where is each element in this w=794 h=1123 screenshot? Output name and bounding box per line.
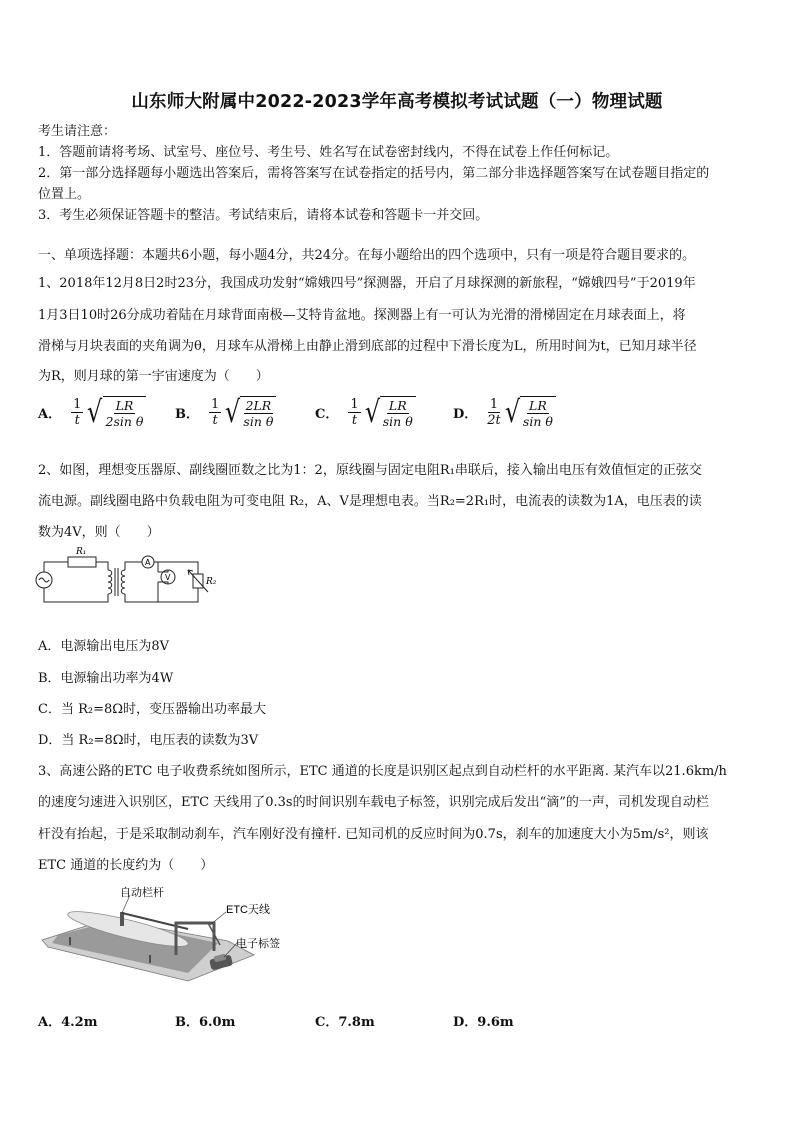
antenna-label: ETC天线 bbox=[226, 904, 270, 916]
q2-option-a[interactable]: A．电源输出电压为8V bbox=[38, 639, 170, 654]
q3-option-d[interactable]: D．9.6m bbox=[453, 1015, 514, 1030]
section-heading: 一、单项选择题：本题共6小题，每小题4分，共24分。在每小题给出的四个选项中，只有一项是符合题目要求的。 bbox=[38, 248, 696, 263]
r1-label: R₁ bbox=[76, 547, 87, 557]
radical: √ $\frac{LR}{\text{sin θ}}$ bbox=[503, 396, 556, 429]
radical: √ $\frac{2LR}{\text{sin θ}}$ bbox=[223, 396, 276, 429]
q1-line: 为R，则月球的第一宇宙速度为（ ） bbox=[38, 369, 269, 384]
resistor-r1 bbox=[68, 557, 96, 567]
transformer-circuit-diagram bbox=[36, 548, 226, 614]
notice-item: 2．第一部分选择题每小题选出答案后，需将答案写在试卷指定的括号内，第二部分非选择题答案写在试卷题目指定的 bbox=[38, 166, 710, 181]
tag-label: 电子标签 bbox=[236, 938, 280, 950]
etc-toll-illustration bbox=[38, 885, 280, 985]
coefficient: $\frac{1}{t}$ bbox=[211, 397, 220, 428]
q1-line: 1、2018年12月8日2时23分，我国成功发射“嫦娥四号”探测器，开启了月球探测的新旅程，“嫦娥四号”于2019年 bbox=[38, 276, 696, 291]
q3-option-a[interactable]: A．4.2m bbox=[38, 1015, 98, 1030]
coefficient: $\frac{1}{t}$ bbox=[73, 397, 82, 428]
option-label: C． bbox=[315, 407, 339, 422]
q2-line: 数为4V，则（ ） bbox=[38, 525, 160, 540]
barrier-label: 自动栏杆 bbox=[120, 887, 164, 899]
coefficient: $\frac{1}{t}$ bbox=[350, 397, 359, 428]
option-label: B． bbox=[175, 407, 199, 422]
q3-line: ETC 通道的长度约为（ ） bbox=[38, 858, 214, 873]
radical: √ $\frac{LR}{\text{sin θ}}$ bbox=[363, 396, 416, 429]
option-label: A． bbox=[38, 407, 62, 422]
q2-option-c[interactable]: C．当 R₂=8Ω时，变压器输出功率最大 bbox=[38, 702, 267, 717]
notice-heading: 考生请注意： bbox=[38, 124, 117, 139]
radical: √ $\frac{LR}{\text{2sin θ}}$ bbox=[85, 396, 146, 429]
primary-coil bbox=[108, 570, 112, 594]
q3-option-b[interactable]: B．6.0m bbox=[175, 1015, 236, 1030]
q1-option-a[interactable] bbox=[38, 396, 146, 429]
coefficient: $\frac{1}{2t}$ bbox=[487, 397, 501, 428]
voltmeter-label: V bbox=[165, 573, 171, 582]
q1-option-b[interactable] bbox=[175, 396, 276, 429]
q2-line: 流电源。副线圈电路中负载电阻为可变电阻 R₂，A、V是理想电表。当R₂=2R₁时，电流表的读数为1A，电压表的读 bbox=[38, 494, 702, 509]
q2-option-b[interactable]: B．电源输出功率为4W bbox=[38, 671, 174, 686]
q1-option-d[interactable] bbox=[453, 396, 556, 429]
q3-line: 3、高速公路的ETC 电子收费系统如图所示，ETC 通道的长度是识别区起点到自动栏杆的水平距离. 某汽车以21.6km/h bbox=[38, 764, 727, 779]
ammeter-label: A bbox=[145, 558, 151, 567]
secondary-coil bbox=[121, 570, 125, 594]
q2-option-d[interactable]: D．当 R₂=8Ω时，电压表的读数为3V bbox=[38, 733, 259, 748]
notice-item: 3．考生必须保证答题卡的整洁。考试结束后，请将本试卷和答题卡一并交回。 bbox=[38, 208, 489, 223]
notice-item: 1．答题前请将考场、试室号、座位号、考生号、姓名写在试卷密封线内，不得在试卷上作任何标记。 bbox=[38, 145, 619, 160]
r2-label: R₂ bbox=[206, 577, 217, 587]
page-title: 山东师大附属中2022-2023学年高考模拟考试试题（一）物理试题 bbox=[131, 92, 663, 112]
q3-line: 杆没有抬起，于是采取制动刹车，汽车刚好没有撞杆. 已知司机的反应时间为0.7s，刹车的加速度大小为5m/s²，则该 bbox=[38, 827, 709, 842]
q1-line: 滑梯与月块表面的夹角调为θ，月球车从滑梯上由静止滑到底部的过程中下滑长度为L，所用时间为t，已知月球半径 bbox=[38, 339, 697, 354]
notice-item: 位置上。 bbox=[38, 187, 91, 202]
q1-option-c[interactable] bbox=[315, 396, 416, 429]
q3-option-c[interactable]: C．7.8m bbox=[315, 1015, 375, 1030]
option-label: D． bbox=[453, 407, 478, 422]
q1-line: 1月3日10时26分成功着陆在月球背面南极—艾特肯盆地。探测器上有一可认为光滑的滑梯固定在月球表面上，将 bbox=[38, 308, 686, 323]
q2-line: 2、如图，理想变压器原、副线圈匝数之比为1：2，原线圈与固定电阻R₁串联后，接入输出电压有效值恒定的正弦交 bbox=[38, 463, 702, 478]
q3-line: 的速度匀速进入识别区，ETC 天线用了0.3s的时间识别车载电子标签，识别完成后发出“滴”的一声，司机发现自动栏 bbox=[38, 795, 709, 810]
